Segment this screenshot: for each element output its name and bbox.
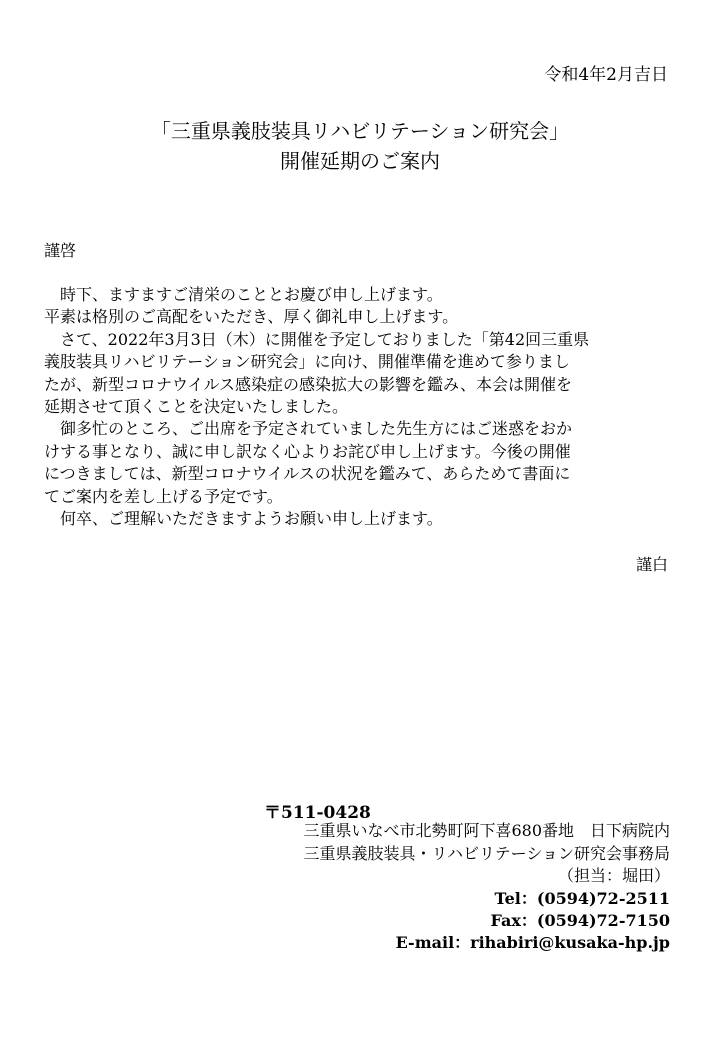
body-line: 平素は格別のご高配をいただき、厚く御礼申し上げます。 (44, 307, 459, 327)
body-line: けする事となり、誠に申し訳なく心よりお詫び申し上げます。今後の開催 (44, 441, 571, 461)
letter-body (44, 284, 674, 530)
body-line: につきましては、新型コロナウイルスの状況を鑑みて、あらためて書面に (44, 464, 571, 484)
contact-block (303, 798, 670, 955)
body-line: てご案内を差し上げる予定です。 (44, 486, 283, 506)
title-line-2: 開催延期のご案内 (280, 149, 440, 173)
greeting: 謹啓 (44, 241, 77, 260)
body-line: 延期させて頂くことを決定いたしました。 (44, 397, 349, 417)
body-line: たが、新型コロナウイルス感染症の感染拡大の影響を鑑み、本会は開催を (44, 374, 573, 394)
contact-address: 三重県いなべ市北勢町阿下喜680番地 日下病院内 (303, 821, 670, 841)
letter-date: 令和4年2月吉日 (544, 65, 668, 85)
contact-tel: Tel：(0594)72-2511 (494, 888, 670, 908)
contact-fax: Fax：(0594)72-7150 (490, 911, 670, 931)
body-line: 何卒、ご理解いただきますようお願い申し上げます。 (44, 509, 443, 529)
closing: 謹白 (635, 555, 668, 574)
title-line-1: 「三重県義肢装具リハビリテーション研究会」 (150, 119, 570, 143)
body-line: 御多忙のところ、ご出席を予定されていました先生方にはご迷惑をおか (44, 419, 573, 439)
letter-title (0, 116, 720, 176)
contact-office: 三重県義肢装具・リハビリテーション研究会事務局 (303, 843, 670, 863)
contact-person: （担当：堀田） (557, 866, 670, 886)
body-line: さて、2022年3月3日（木）に開催を予定しておりました「第42回三重県 (44, 329, 590, 349)
body-line: 時下、ますますご清栄のこととお慶び申し上げます。 (44, 285, 443, 304)
contact-email[interactable]: E-mail：rihabiri@kusaka-hp.jp (395, 933, 670, 953)
body-line: 義肢装具リハビリテーション研究会」に向け、開催準備を進めて参りまし (44, 352, 570, 372)
postal-code: 〒511-0428 (264, 803, 371, 823)
